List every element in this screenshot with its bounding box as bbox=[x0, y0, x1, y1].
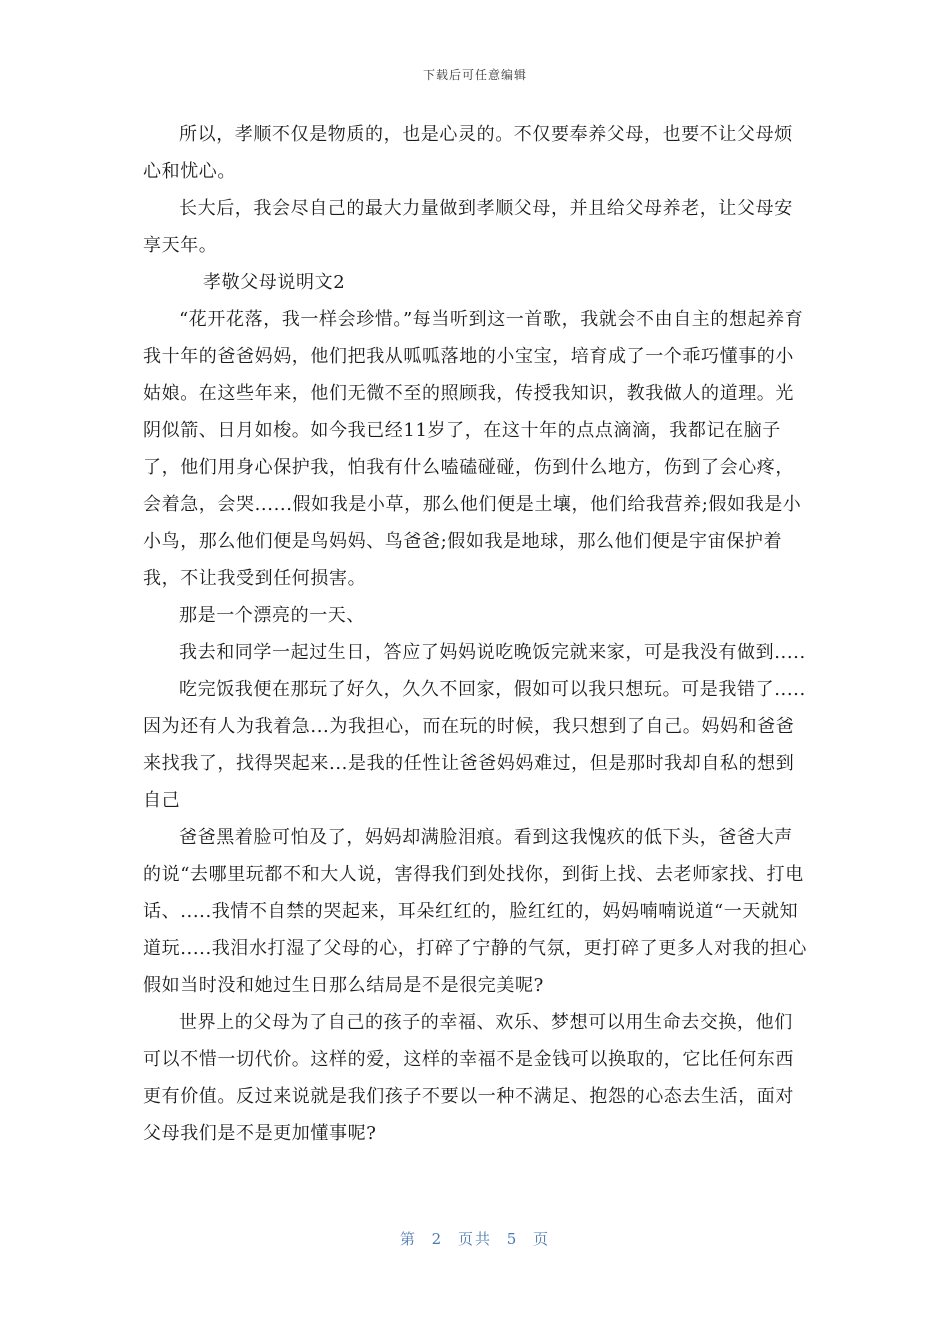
document-body bbox=[143, 116, 809, 1152]
paragraph-dad-angry: 爸爸黑着脸可怕及了，妈妈却满脸泪痕。看到这我愧疚的低下头，爸爸大声的说“去哪里玩都不和大人说，害得我们到处找你，到街上找、去老师家找、打电话、.....我情不自禁的哭起来，耳朵红红的，脸红红的，妈妈喃喃说道“一天就知道玩.....我泪水打湿了父母的心，打碎了宁静的气氛，更打碎了更多人对我的担心假如当时没和她过生日那么结局是不是很完美呢? bbox=[143, 827, 808, 996]
paragraph-birthday: 我去和同学一起过生日，答应了妈妈说吃晚饭完就来家，可是我没有做到..... bbox=[179, 642, 806, 663]
section-title: 孝敬父母说明文2 bbox=[203, 272, 346, 293]
paragraph-song: “花开花落，我一样会珍惜。”每当听到这一首歌，我就会不由自主的想起养育我十年的爸爸妈妈，他们把我从呱呱落地的小宝宝，培育成了一个乖巧懂事的小姑娘。在这些年来，他们无微不至的照顾我，传授我知识，教我做人的道理。光阴似箭、日月如梭。如今我已经11岁了，在这十年的点点滴滴，我都记在脑子了，他们用身心保护我，怕我有什么嗑磕碰碰，伤到什么地方，伤到了会心疼，会着急，会哭......假如我是小草，那么他们便是土壤，他们给我营养;假如我是小小鸟，那么他们便是鸟妈妈、鸟爸爸;假如我是地球，那么他们便是宇宙保护着我，不让我受到任何损害。 bbox=[143, 309, 804, 589]
paragraph-parents-love: 世界上的父母为了自己的孩子的幸福、欢乐、梦想可以用生命去交换，他们可以不惜一切代价。这样的爱，这样的幸福不是金钱可以换取的，它比任何东西更有价值。反过来说就是我们孩子不要以一种不满足、抱怨的心态去生活，面对父母我们是不是更加懂事呢? bbox=[143, 1012, 794, 1144]
paragraph-after-dinner: 吃完饭我便在那玩了好久，久久不回家，假如可以我只想玩。可是我错了.....因为还有人为我着急...为我担心，而在玩的时候，我只想到了自己。妈妈和爸爸来找我了，找得哭起来...是我的任性让爸爸妈妈难过，但是那时我却自私的想到自己 bbox=[143, 679, 806, 811]
paragraph-beautiful-day: 那是一个漂亮的一天、 bbox=[179, 605, 365, 626]
paragraph-filial-piety-spiritual: 所以，孝顺不仅是物质的，也是心灵的。不仅要奉养父母，也要不让父母烦心和忧心。 bbox=[143, 124, 793, 182]
paragraph-grow-up: 长大后，我会尽自己的最大力量做到孝顺父母，并且给父母养老，让父母安享天年。 bbox=[143, 198, 793, 256]
page-number: 第 2 页共 5 页 bbox=[399, 1230, 551, 1248]
page-header: 下载后可任意编辑 bbox=[422, 68, 527, 82]
